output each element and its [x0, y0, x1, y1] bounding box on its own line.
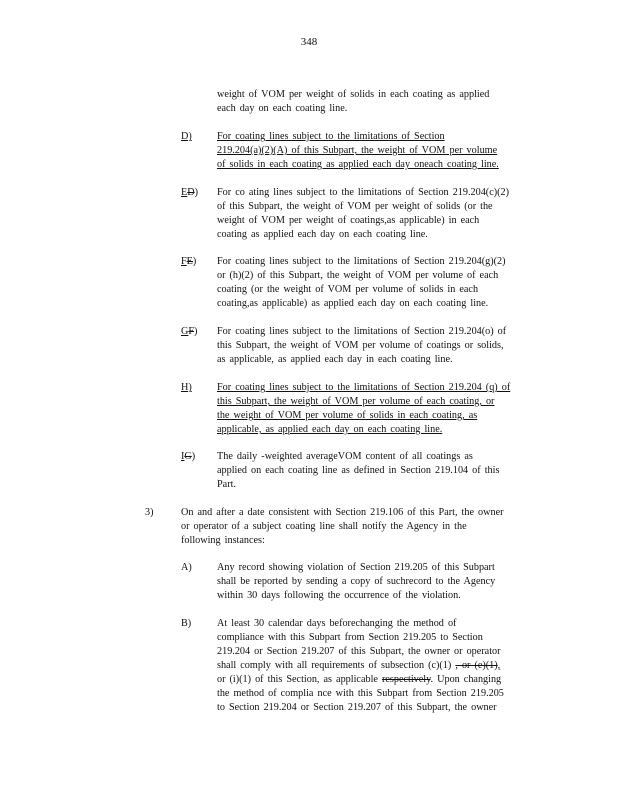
item-i-label [181, 450, 195, 464]
label-deleted: D [187, 187, 195, 198]
text-line: coating (or the weight of VOM per volume of solids in each [217, 284, 479, 295]
text-line: 219.204(a)(2)(A) of this Subpart, the weight of VOM per volume [217, 145, 498, 156]
item-3-paragraph [181, 506, 504, 548]
text-line [217, 659, 504, 673]
item-i-paragraph [217, 450, 499, 492]
text-line [217, 673, 504, 687]
item-f-label [181, 255, 196, 269]
text-line: this Subpart, the weight of VOM per volume of coatings or solids, [217, 340, 504, 351]
label-deleted: G [184, 451, 192, 462]
item-3b-label: B) [181, 618, 192, 629]
text-line: the weight of VOM per volume of solids in each coating, as [217, 410, 478, 421]
text-line: applied on each coating line as defined in Section 219.104 of this [217, 465, 500, 476]
label-new: G [181, 326, 189, 337]
deleted-text: respectively [381, 674, 431, 685]
item-h-paragraph [217, 381, 510, 437]
text-line: this Subpart, the weight of VOM per volume of each coating, or [217, 396, 495, 407]
label-new: F [181, 256, 187, 267]
text-line: weight of VOM per weight of solids in each coating as applied [217, 89, 490, 100]
item-h-label: H) [181, 382, 192, 393]
intro-paragraph [217, 88, 489, 116]
item-d-paragraph [217, 130, 499, 172]
text-line: coating as applied each day on each coating line. [217, 229, 428, 240]
label-close: ) [192, 256, 197, 267]
text-line: For coating lines subject to the limitations of Section 219.204 (q) of [217, 382, 511, 393]
label-close: ) [191, 451, 196, 462]
item-g-label [181, 325, 197, 339]
text-run: or (i)(1) of this Section, as applicable [217, 674, 378, 685]
text-line: applicable, as applied each day on each coating line. [217, 424, 443, 435]
item-3a-paragraph [217, 561, 495, 603]
text-line: The daily -weighted averageVOM content of all coatings as [217, 451, 473, 462]
text-line: each day on each coating line. [217, 103, 348, 114]
item-e-label [181, 186, 198, 200]
deleted-text: , or (e)(1) [455, 660, 498, 671]
text-line: For coating lines subject to the limitations of Section [217, 131, 445, 142]
item-e-paragraph [217, 186, 509, 242]
item-3a-label: A) [181, 562, 192, 573]
label-new: I [181, 451, 185, 462]
text-line: to Section 219.204 or Section 219.207 of this Subpart, the owner [217, 702, 497, 713]
text-line: or (h)(2) of this Subpart, the weight of VOM per volume of each [217, 270, 499, 281]
text-run: shall comply with all requirements of subsection (c)(1) [217, 660, 452, 671]
text-line: weight of VOM per weight of coatings,as applicable) in each [217, 215, 480, 226]
label-new: E [181, 187, 188, 198]
label-close: ) [194, 326, 198, 337]
page-number: 348 [300, 36, 318, 48]
text-line: the method of complia nce with this Subpart from Section 219.205 [217, 688, 504, 699]
item-3-label: 3) [145, 507, 154, 518]
text-line: For coating lines subject to the limitations of Section 219.204(o) of [217, 326, 507, 337]
label-deleted: F [188, 326, 195, 337]
text-line: within 30 days following the occurrence of the violation. [217, 590, 461, 601]
item-d-label: D) [181, 131, 192, 142]
text-run: . Upon changing [430, 674, 502, 685]
label-deleted: E [186, 256, 193, 267]
text-line: For coating lines subject to the limitations of Section 219.204(g)(2) [217, 256, 506, 267]
text-line: On and after a date consistent with Section 219.106 of this Part, the owner [181, 507, 504, 518]
label-close: ) [194, 187, 198, 198]
text-line: as applicable, as applied each day in each coating line. [217, 354, 453, 365]
text-line: coating,as applicable) as applied each day on each coating line. [217, 298, 489, 309]
text-line: of solids in each coating as applied each day oneach coating line. [217, 159, 499, 170]
text-line: or operator of a subject coating line shall notify the Agency in the [181, 521, 467, 532]
inserted-text: , [497, 660, 501, 671]
text-line: 219.204 or Section 219.207 of this Subpart, the owner or operator [217, 646, 501, 657]
text-line: Any record showing violation of Section 219.205 of this Subpart [217, 562, 495, 573]
text-line: For co ating lines subject to the limitations of Section 219.204(c)(2) [217, 187, 509, 198]
text-line: following instances: [181, 535, 265, 546]
item-g-paragraph [217, 325, 506, 367]
text-line: Part. [217, 479, 236, 490]
text-line: shall be reported by sending a copy of suchrecord to the Agency [217, 576, 496, 587]
text-line: compliance with this Subpart from Section 219.205 to Section [217, 632, 483, 643]
text-line: At least 30 calendar days beforechanging the method of [217, 618, 457, 629]
item-3b-paragraph [217, 617, 504, 715]
item-f-paragraph [217, 255, 506, 311]
text-line: of this Subpart, the weight of VOM per weight of solids (or the [217, 201, 493, 212]
